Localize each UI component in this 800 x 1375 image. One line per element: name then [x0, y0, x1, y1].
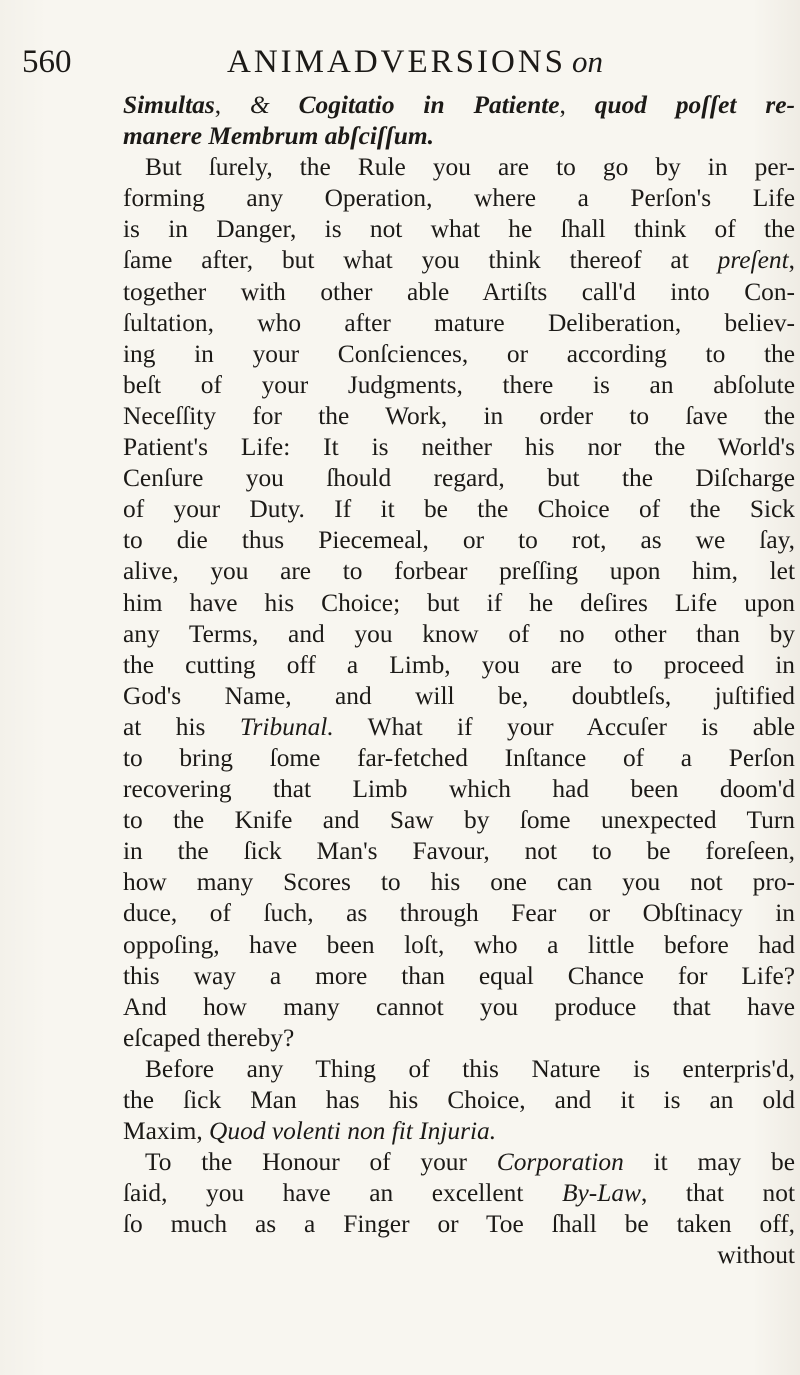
- text-line: [123, 712, 795, 743]
- text-line: [123, 1209, 795, 1240]
- text-segment: Tribunal.: [239, 712, 334, 741]
- text-line: [123, 432, 795, 463]
- text-segment: [270, 91, 299, 119]
- text-segment: without: [717, 1241, 795, 1270]
- running-head-title: ANIMADVERSIONS: [227, 44, 567, 80]
- text-segment: By-Law: [561, 1179, 641, 1208]
- text-line: [123, 525, 795, 556]
- text-segment: him have his Choice; but if he deſires Life upon: [123, 588, 795, 617]
- text-segment: beſt of your Judgments, there is an abſolute: [123, 370, 795, 399]
- text-segment: Maxim,: [123, 1117, 210, 1146]
- body-text: [123, 90, 795, 1272]
- text-line: [123, 152, 795, 183]
- text-line: [123, 930, 795, 961]
- text-line: [123, 90, 795, 121]
- text-segment: preſent: [717, 246, 789, 275]
- text-line: [123, 743, 795, 774]
- text-line: [123, 992, 795, 1023]
- text-segment: ſultation, who after mature Deliberation, believ-: [123, 308, 795, 337]
- text-segment: is in Danger, is not what he ſhall think of the: [123, 215, 795, 244]
- text-line: [123, 805, 795, 836]
- text-line: [123, 494, 795, 525]
- text-segment: the cutting off a Limb, you are to proceed in: [123, 650, 795, 679]
- text-segment: oppoſing, have been loſt, who a little before had: [123, 930, 795, 959]
- text-line: [123, 1085, 795, 1116]
- text-segment: &: [249, 91, 270, 119]
- text-segment: And how many cannot you produce that have: [123, 992, 795, 1021]
- text-segment: of your Duty. If it be the Choice of the Sick: [123, 495, 795, 524]
- text-segment: What if your Accuſer is able: [333, 712, 795, 741]
- text-segment: forming any Operation, where a Perſon's Life: [123, 184, 795, 213]
- text-segment: any Terms, and you know of no other than by: [123, 619, 795, 648]
- text-line: [123, 1054, 795, 1085]
- text-segment: Quod volenti non fit Injuria.: [209, 1117, 497, 1146]
- text-line: [123, 1023, 795, 1054]
- text-line: [123, 245, 795, 276]
- page-header: [0, 44, 800, 94]
- text-segment: alive, you are to forbear preſſing upon him, let: [123, 557, 795, 586]
- text-segment: ſaid, you have an excellent: [123, 1179, 562, 1208]
- text-line: [123, 961, 795, 992]
- text-segment: Simultas: [123, 91, 215, 119]
- text-segment: Cenſure you ſhould regard, but the Diſcharge: [123, 464, 795, 493]
- page-number: 560: [22, 44, 72, 80]
- text-segment: ſo much as a Finger or Toe ſhall be taken off,: [123, 1210, 795, 1239]
- text-segment: , that not: [640, 1179, 796, 1208]
- text-line: [123, 183, 795, 214]
- text-segment: manere Membrum abſciſſum.: [123, 122, 435, 151]
- text-line: [123, 339, 795, 370]
- text-line: [123, 1178, 795, 1209]
- text-segment: Patient's Life: It is neither his nor the World's: [123, 433, 795, 462]
- text-segment: in the ſick Man's Favour, not to be foreſeen,: [123, 837, 795, 866]
- text-segment: at his: [123, 712, 240, 741]
- text-segment: Corporation: [496, 1148, 624, 1177]
- text-line: [123, 370, 795, 401]
- text-segment: ,: [788, 246, 795, 275]
- text-segment: ,: [214, 91, 250, 119]
- text-segment: it may be: [623, 1148, 795, 1177]
- text-segment: recovering that Limb which had been doom'd: [123, 775, 795, 804]
- text-line: [123, 898, 795, 929]
- text-line: [123, 836, 795, 867]
- text-line: [123, 1147, 795, 1178]
- text-segment: ,: [559, 91, 595, 119]
- text-segment: duce, of ſuch, as through Fear or Obſtinacy in: [123, 899, 795, 928]
- text-line: [123, 1240, 795, 1271]
- text-line: [123, 121, 795, 152]
- text-segment: how many Scores to his one can you not pro-: [123, 868, 795, 897]
- text-line: [123, 588, 795, 619]
- text-line: [123, 681, 795, 712]
- text-segment: eſcaped thereby?: [123, 1023, 295, 1052]
- text-segment: to the Knife and Saw by ſome unexpected Turn: [123, 806, 795, 835]
- text-segment: Cogitatio in Patiente: [298, 91, 560, 119]
- running-head-suffix: on: [572, 44, 604, 79]
- text-line: [123, 214, 795, 245]
- text-segment: To the Honour of your: [145, 1148, 497, 1177]
- text-segment: Before any Thing of this Nature is enterpris'd,: [145, 1054, 795, 1083]
- text-segment: ing in your Conſciences, or according to the: [123, 339, 795, 368]
- text-line: [123, 463, 795, 494]
- text-line: [123, 774, 795, 805]
- text-segment: the ſick Man has his Choice, and it is an old: [123, 1086, 795, 1114]
- text-line: [123, 277, 795, 308]
- text-line: [123, 650, 795, 681]
- text-line: [123, 308, 795, 339]
- text-line: [123, 619, 795, 650]
- text-segment: ſame after, but what you think thereof at: [123, 246, 718, 275]
- running-head: [227, 44, 603, 81]
- text-segment: to bring ſome far-fetched Inſtance of a Perſon: [123, 743, 795, 772]
- text-segment: But ſurely, the Rule you are to go by in per-: [145, 153, 795, 182]
- text-segment: this way a more than equal Chance for Life?: [123, 961, 795, 990]
- text-line: [123, 401, 795, 432]
- text-line: [123, 556, 795, 587]
- text-segment: together with other able Artiſts call'd into Con-: [123, 277, 795, 306]
- text-segment: Neceſſity for the Work, in order to ſave the: [123, 401, 795, 430]
- text-segment: quod poſſet re-: [594, 91, 795, 119]
- text-segment: God's Name, and will be, doubtleſs, juſtified: [123, 681, 795, 710]
- text-segment: to die thus Piecemeal, or to rot, as we ſay,: [123, 526, 795, 555]
- text-line: [123, 867, 795, 898]
- text-line: [123, 1116, 795, 1147]
